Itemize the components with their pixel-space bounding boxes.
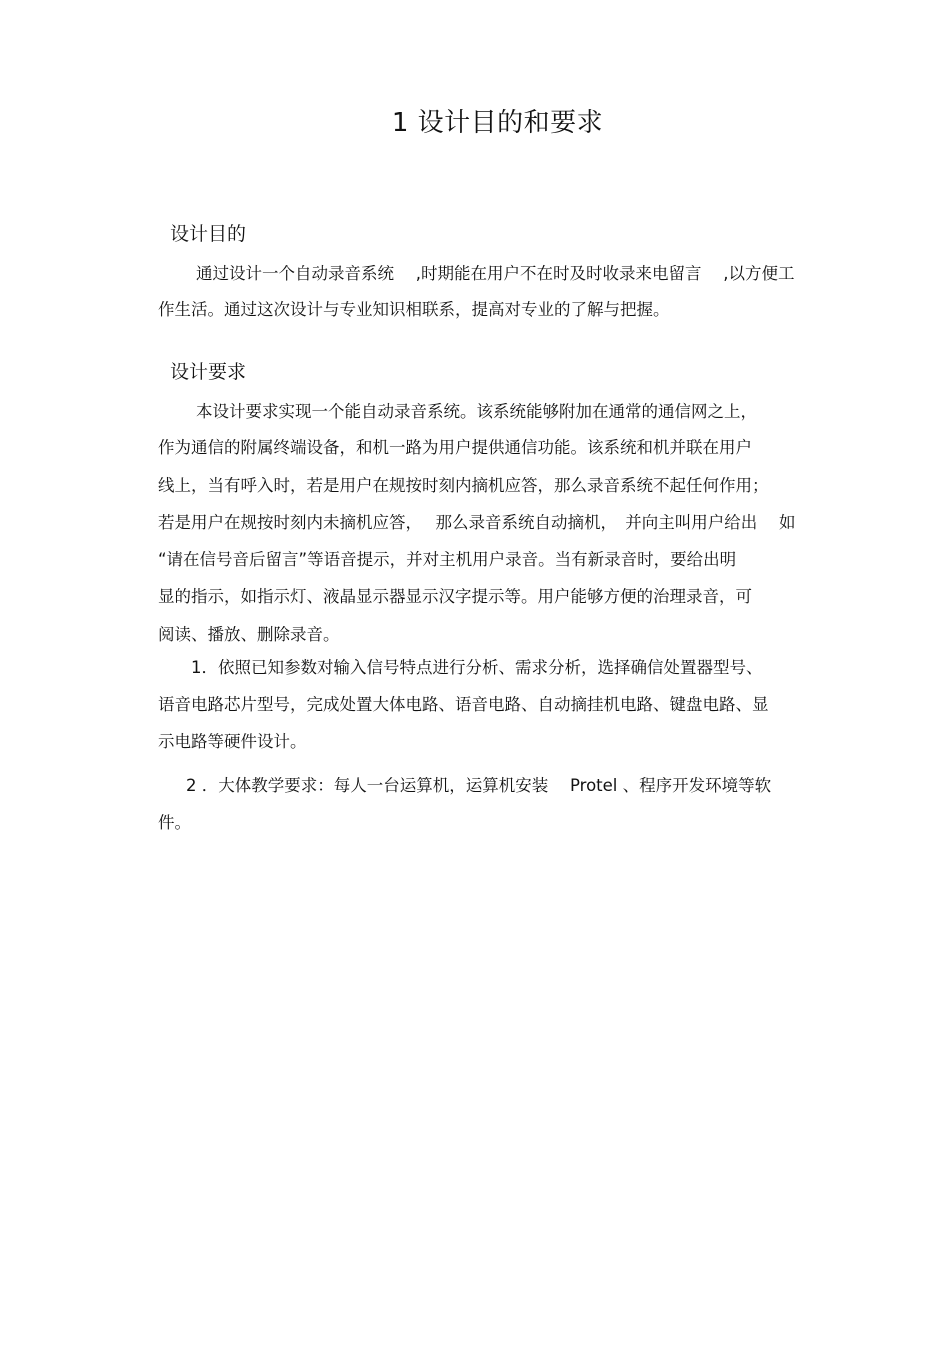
paragraph-line: 显的指示，如指示灯、液晶显示器显示汉字提示等。用户能够方便的治理录音，可 (158, 587, 752, 606)
list-item-line: 示电路等硬件设计。 (158, 732, 307, 751)
chapter-title: 1 设计目的和要求 (391, 108, 604, 138)
paragraph-line: 线上，当有呼入时，若是用户在规按时刻内摘机应答，那么录音系统不起任何作用； (158, 476, 769, 495)
paragraph-line: 作生活。通过这次设计与专业知识相联系，提高对专业的了解与把握。 (158, 300, 670, 319)
paragraph-line: 本设计要求实现一个能自动录音系统。该系统能够附加在通常的通信网之上， (196, 402, 757, 421)
list-item-line: 件。 (158, 813, 191, 832)
section-heading-requirements: 设计要求 (170, 361, 247, 383)
paragraph-line: 通过设计一个自动录音系统 ,时期能在用户不在时及时收录来电留言 ,以方便工 (196, 264, 795, 283)
paragraph-line: 阅读、播放、删除录音。 (158, 625, 340, 644)
paragraph-line: 作为通信的附属终端设备，和机一路为用户提供通信功能。该系统和机并联在用户 (158, 438, 752, 457)
list-item-line: 1．依照已知参数对输入信号特点进行分析、需求分析，选择确信处置器型号、 (191, 658, 763, 677)
list-item-line: 语音电路芯片型号，完成处置大体电路、语音电路、自动摘挂机电路、键盘电路、显 (158, 695, 769, 714)
paragraph-line: 若是用户在规按时刻内未摘机应答， 那么录音系统自动摘机， 并向主叫用户给出 如 (158, 513, 796, 532)
section-heading-purpose: 设计目的 (170, 223, 247, 245)
list-item-line: 2 ．大体教学要求：每人一台运算机，运算机安装 Protel 、程序开发环境等软 (186, 776, 772, 795)
paragraph-line: “请在信号音后留言”等语音提示，并对主机用户录音。当有新录音时，要给出明 (158, 550, 737, 569)
